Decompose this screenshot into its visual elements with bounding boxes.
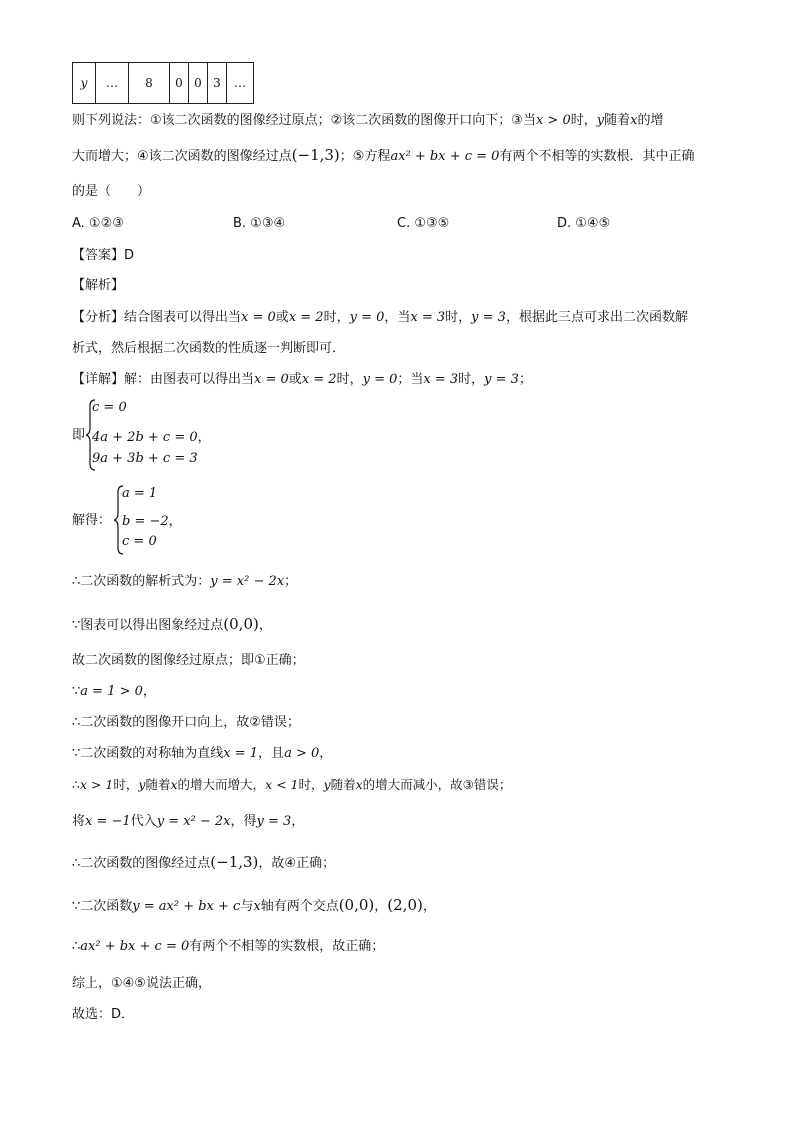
step-line: ∴二次函数的图像经过点(−1,3)，故④正确；	[72, 853, 336, 871]
step-line: ∴x > 1时，y随着x的增大而增大，x < 1时，y随着x的增大而减小，故③错误；	[72, 777, 512, 792]
system1-prefix: 即	[72, 428, 86, 443]
fenxi-line-2: 析式，然后根据二次函数的性质逐一判断即可．	[72, 341, 346, 356]
value-table	[72, 62, 254, 104]
step-line: 故二次函数的图像经过原点；即①正确；	[72, 653, 305, 668]
xiangjie-line: 【详解】解：由图表可以得出当x = 0或x = 2时，y = 0；当x = 3时，y = 3；	[72, 372, 532, 387]
equation-row: c = 0	[92, 400, 127, 415]
option-c: C. ①③⑤	[397, 216, 450, 231]
question-line-3: 的是（ ）	[72, 184, 151, 199]
fenxi-line-1: 【分析】结合图表可以得出当x = 0或x = 2时，y = 0，当x = 3时，y = 3，根据此三点可求出二次函数解	[72, 310, 688, 325]
step-line: ∵二次函数y = ax² + bx + c与x轴有两个交点(0,0)，(2,0)，	[72, 896, 436, 914]
answer-value: D	[124, 248, 135, 263]
table-row	[73, 63, 254, 104]
analysis-heading: 【解析】	[72, 278, 125, 293]
equation-row: b = −2	[122, 514, 169, 529]
option-b: B. ①③④	[233, 216, 286, 231]
equation-row: 4a + 2b + c = 0	[92, 430, 198, 445]
step-line: ∵二次函数的对称轴为直线x = 1，且a > 0，	[72, 746, 333, 761]
equation-row: a = 1	[122, 486, 158, 501]
step-line: 综上，①④⑤说法正确，	[72, 976, 211, 991]
step-line: ∴二次函数的解析式为：y = x² − 2x；	[72, 574, 298, 589]
system-of-equations-1: c = 0 4a + 2b + c = 0， 9a + 3b + c = 3	[86, 398, 236, 472]
step-line: ∴ax² + bx + c = 0有两个不相等的实数根，故正确；	[72, 939, 385, 954]
step-line: ∵图表可以得出图象经过点(0,0)，	[72, 615, 272, 633]
step-line: 将x = −1代入y = x² − 2x，得y = 3，	[72, 814, 305, 829]
table-cell: …	[96, 63, 129, 104]
option-d: D. ①④⑤	[557, 216, 611, 231]
system2-prefix: 解得：	[72, 513, 112, 528]
table-cell: 0	[170, 63, 189, 104]
question-line-1: 则下列说法：①该二次函数的图像经过原点；②该二次函数的图像开口向下；③当x > 0时，y随着x的增	[72, 113, 664, 128]
equation-row: c = 0	[122, 534, 157, 549]
answer-line: 【答案】D	[72, 248, 135, 263]
table-cell: 8	[129, 63, 170, 104]
option-a: A. ①②③	[72, 216, 124, 231]
table-cell: 0	[189, 63, 208, 104]
table-cell: …	[227, 63, 254, 104]
table-header-cell: y	[73, 63, 96, 104]
system-of-equations-2: a = 1 b = −2， c = 0	[114, 484, 234, 558]
step-line: 故选：D．	[72, 1007, 135, 1022]
step-line: ∴二次函数的图像开口向上，故②错误；	[72, 715, 300, 730]
question-line-2: 大而增大；④该二次函数的图像经过点(−1,3)；⑤方程ax² + bx + c = 0有两个不相等的实数根．其中正确	[72, 146, 695, 164]
step-line: ∵a = 1 > 0，	[72, 684, 156, 699]
table-cell: 3	[208, 63, 227, 104]
equation-row: 9a + 3b + c = 3	[92, 451, 198, 466]
